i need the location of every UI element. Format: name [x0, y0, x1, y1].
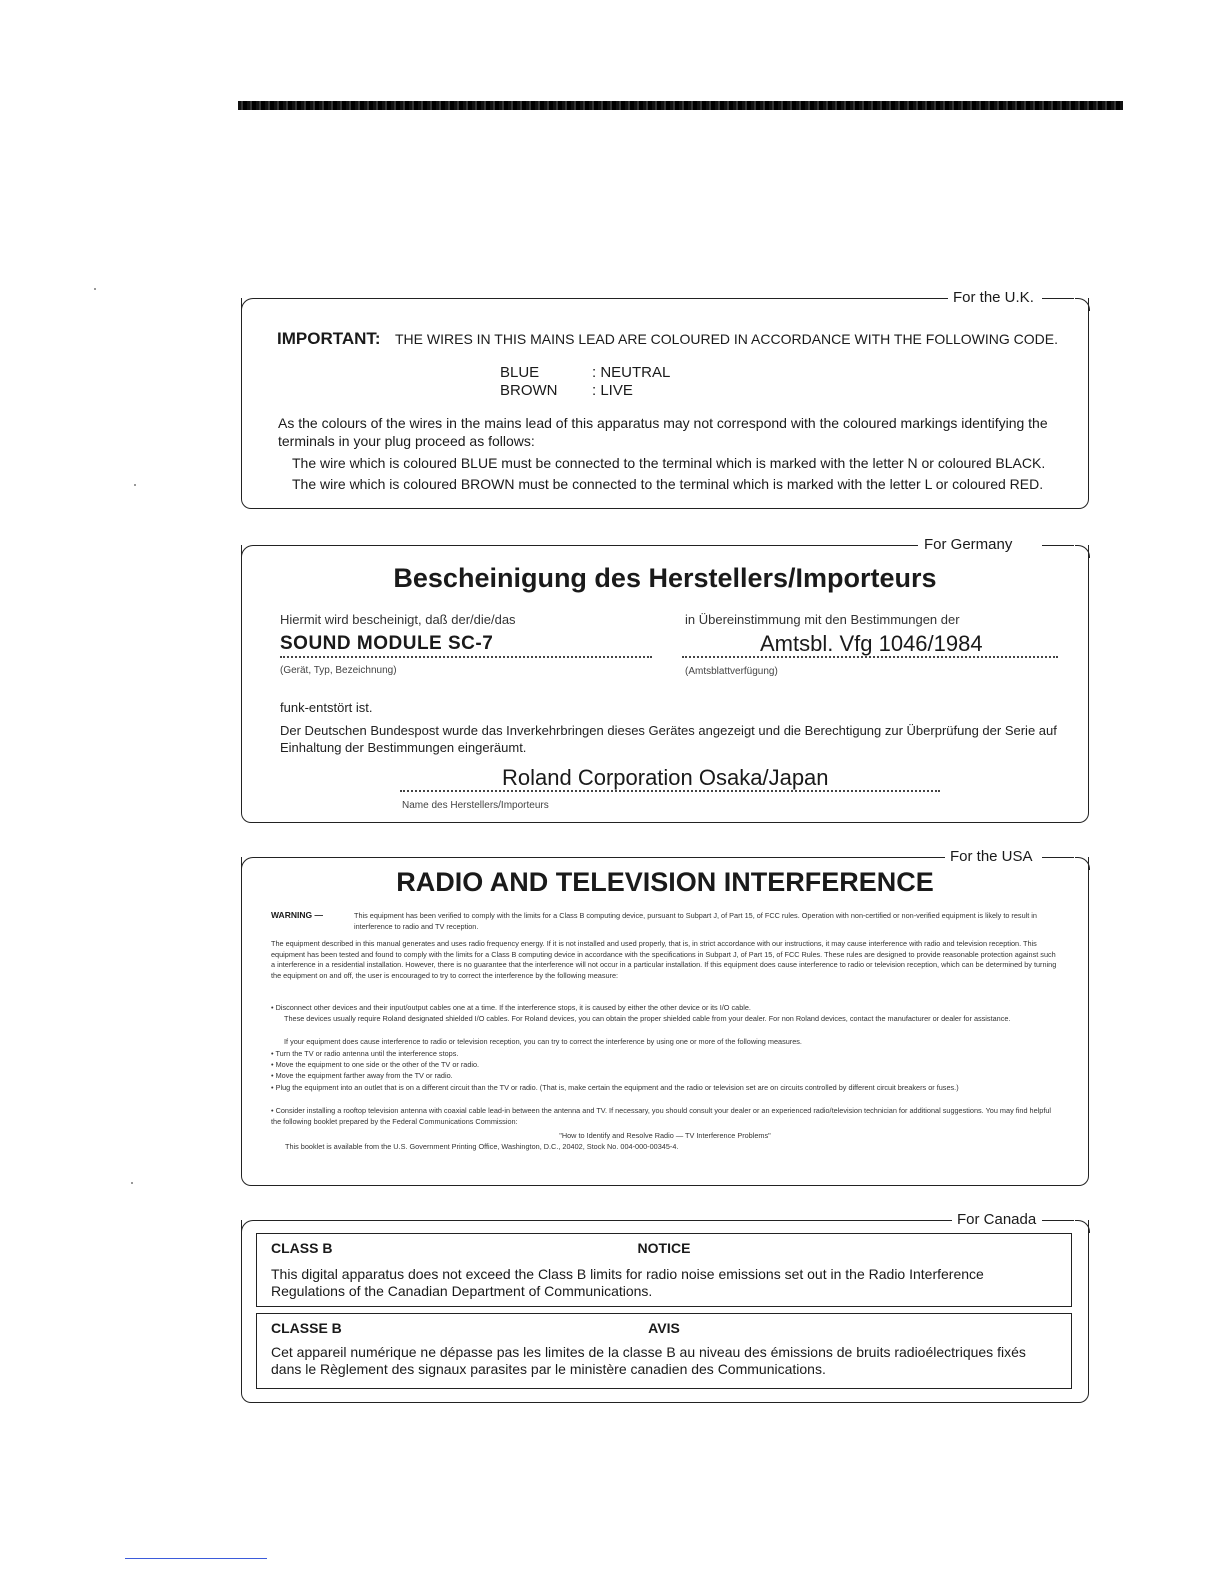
box-top-rule: [256, 857, 946, 858]
box-corner: [241, 545, 256, 558]
bullet-move-away-text: Move the equipment farther away from the TV or radio.: [275, 1071, 453, 1080]
amtsbl-caption: (Amtsblattverfügung): [685, 666, 778, 677]
uk-notice-box: [241, 289, 1089, 509]
box-corner: [1075, 298, 1090, 311]
usa-tag: For the USA: [945, 848, 1038, 866]
dotted-line: [400, 790, 940, 792]
warning-text: This equipment has been verified to comply with the limits for a Class B computing device, pursuant to Subpart J, of Part 15, of FCC rules. Operation with non-certified or non-verified equipment is likely to result in interference to radio and TV reception.: [354, 911, 1037, 931]
canada-english-notice: [256, 1233, 1072, 1307]
germany-tag: For Germany: [919, 536, 1017, 554]
model-name: SOUND MODULE SC-7: [280, 633, 494, 654]
avis-heading: AVIS: [648, 1320, 680, 1336]
scan-speck: [94, 288, 96, 290]
bullet-disconnect: • Disconnect other devices and their input/output cables one at a time. If the interference stops, it is caused by either the other device or its I/O cable.: [271, 1003, 751, 1012]
top-black-bar: [238, 101, 1123, 110]
box-top-rule: [1042, 857, 1074, 858]
usa-title: RADIO AND TELEVISION INTERFERENCE: [396, 867, 934, 897]
bullet-move-away: • Move the equipment farther away from the TV or radio.: [271, 1071, 453, 1080]
germany-body: Der Deutschen Bundespost wurde das Inverkehrbringen dieses Gerätes angezeigt und die Berechtigung zur Überprüfung der Serie auf Einhaltung der Bestimmungen eingeräumt.: [280, 723, 1057, 755]
box-corner: [241, 298, 256, 311]
code-meaning-live: : LIVE: [592, 382, 633, 399]
important-label: IMPORTANT:: [277, 329, 381, 348]
germany-left-intro: Hiermit wird bescheinigt, daß der/die/das: [280, 612, 516, 627]
model-caption: (Gerät, Typ, Bezeichnung): [280, 665, 397, 676]
germany-right-intro: in Übereinstimmung mit den Bestimmungen der: [685, 612, 960, 627]
box-top-rule: [256, 1220, 952, 1221]
scan-speck: [131, 1182, 133, 1184]
canada-notice-box: [241, 1211, 1089, 1403]
notice-heading: NOTICE: [637, 1240, 691, 1256]
box-top-rule: [256, 298, 953, 299]
scan-speck: [134, 484, 136, 486]
funk-text: funk-entstört ist.: [280, 700, 373, 715]
dotted-line: [682, 656, 1058, 658]
code-colour-blue: BLUE: [500, 364, 540, 381]
bullet-rooftop: • Consider installing a rooftop television antenna with coaxial cable lead-in between the antenna and TV. If necessary, you should consult your dealer or an experienced radio/television technician for additional suggestions. You may find helpful the following booklet prepared by the Federal Communications Commission:: [271, 1106, 1052, 1126]
canada-french-notice: [256, 1313, 1072, 1389]
canada-tag: For Canada: [952, 1211, 1041, 1229]
box-corner: [1075, 545, 1090, 558]
box-corner: [241, 1220, 256, 1233]
dotted-line: [280, 656, 652, 658]
booklet-availability: This booklet is available from the U.S. Government Printing Office, Washington, D.C., 20402, Stock No. 004-000-00345-4.: [285, 1142, 679, 1151]
bullet-move-side: • Move the equipment to one side or the other of the TV or radio.: [271, 1060, 480, 1069]
uk-brown-rule: The wire which is coloured BROWN must be connected to the terminal which is marked with the letter L or coloured RED.: [292, 476, 1044, 492]
code-colour-brown: BROWN: [500, 382, 558, 399]
avis-text: Cet appareil numérique ne dépasse pas les limites de la classe B au niveau des émissions de bruits radioélectriques fixés dans le Règlement des signaux parasites par le ministère canadien des Communications.: [271, 1344, 1026, 1377]
bullet-antenna-text: Turn the TV or radio antenna until the interference stops.: [275, 1049, 459, 1058]
bullet-move-side-text: Move the equipment to one side or the other of the TV or radio.: [275, 1060, 480, 1069]
box-top-rule: [1042, 298, 1074, 299]
important-text: THE WIRES IN THIS MAINS LEAD ARE COLOURED IN ACCORDANCE WITH THE FOLLOWING CODE.: [395, 331, 1059, 347]
bullet-disconnect-text: Disconnect other devices and their input/output cables one at a time. If the interference stops, it is caused by either the other device or its I/O cable.: [275, 1003, 751, 1012]
uk-instructions: As the colours of the wires in the mains lead of this apparatus may not correspond with the coloured markings identifying the terminals in your plug proceed as follows:: [278, 415, 1048, 449]
bullet-outlet: • Plug the equipment into an outlet that is on a different circuit than the TV or radio. (That is, make certain the equipment and the radio or television set are on circuits controlled by different circuit breakers or fuses.): [271, 1083, 959, 1092]
bullet-disconnect-sub2: If your equipment does cause interference to radio or television reception, you can try to correct the interference by using one or more of the following measures.: [284, 1037, 802, 1046]
classe-label: CLASSE B: [271, 1320, 342, 1336]
bullet-rooftop-text: Consider installing a rooftop television antenna with coaxial cable lead-in between the antenna and TV. If necessary, you should consult your dealer or an experienced radio/television technician for additional suggestions. You may find helpful the following booklet prepared by the Federal Communications Commission:: [271, 1106, 1052, 1126]
box-top-rule: [256, 545, 918, 546]
germany-title: Bescheinigung des Herstellers/Importeurs: [393, 563, 937, 593]
class-label: CLASS B: [271, 1240, 333, 1256]
amtsbl-reference: Amtsbl. Vfg 1046/1984: [760, 631, 983, 656]
bullet-disconnect-sub: These devices usually require Roland designated shielded I/O cables. For Roland devices, you can obtain the proper shielded cable from your dealer. For non Roland devices, contact the manufacturer or dealer for assistance.: [284, 1014, 1011, 1023]
warning-label: WARNING —: [271, 910, 323, 920]
bullet-antenna: • Turn the TV or radio antenna until the interference stops.: [271, 1049, 459, 1058]
box-corner: [1075, 1220, 1090, 1233]
uk-blue-rule: The wire which is coloured BLUE must be connected to the terminal which is marked with the letter N or coloured BLACK.: [292, 455, 1046, 471]
germany-notice-box: [241, 536, 1089, 823]
usa-paragraph: The equipment described in this manual generates and uses radio frequency energy. If it is not installed and used properly, that is, in strict accordance with our instructions, it may cause interference with radio and television reception. This equipment has been tested and found to comply with the limits for a Class B computing device in accordance with the specifications in Subpart J, of Part 15, of FCC Rules. These rules are designed to provide reasonable protection against such a interference in a residential installation. However, there is no guarantee that the interference will not occur in a particular installation. If this equipment does cause interference to radio or television reception, which can be determined by turning the equipment on and off, the user is encouraged to try to correct the interference by the following measure:: [271, 939, 1057, 980]
uk-tag: For the U.K.: [948, 289, 1039, 307]
bottom-rule: [125, 1558, 267, 1559]
bullet-outlet-text: Plug the equipment into an outlet that is on a different circuit than the TV or radio. (That is, make certain the equipment and the radio or television set are on circuits controlled by different circuit breakers or fuses.): [275, 1083, 959, 1092]
usa-notice-box: [241, 848, 1089, 1186]
box-top-rule: [1042, 1220, 1074, 1221]
maker-name: Roland Corporation Osaka/Japan: [502, 765, 829, 790]
maker-caption: Name des Herstellers/Importeurs: [402, 800, 549, 811]
code-meaning-neutral: : NEUTRAL: [592, 364, 671, 381]
box-top-rule: [1042, 545, 1074, 546]
notice-text: This digital apparatus does not exceed the Class B limits for radio noise emissions set out in the Radio Interference Regulations of the Canadian Department of Communications.: [271, 1266, 984, 1299]
booklet-title: "How to Identify and Resolve Radio — TV Interference Problems": [559, 1131, 771, 1140]
